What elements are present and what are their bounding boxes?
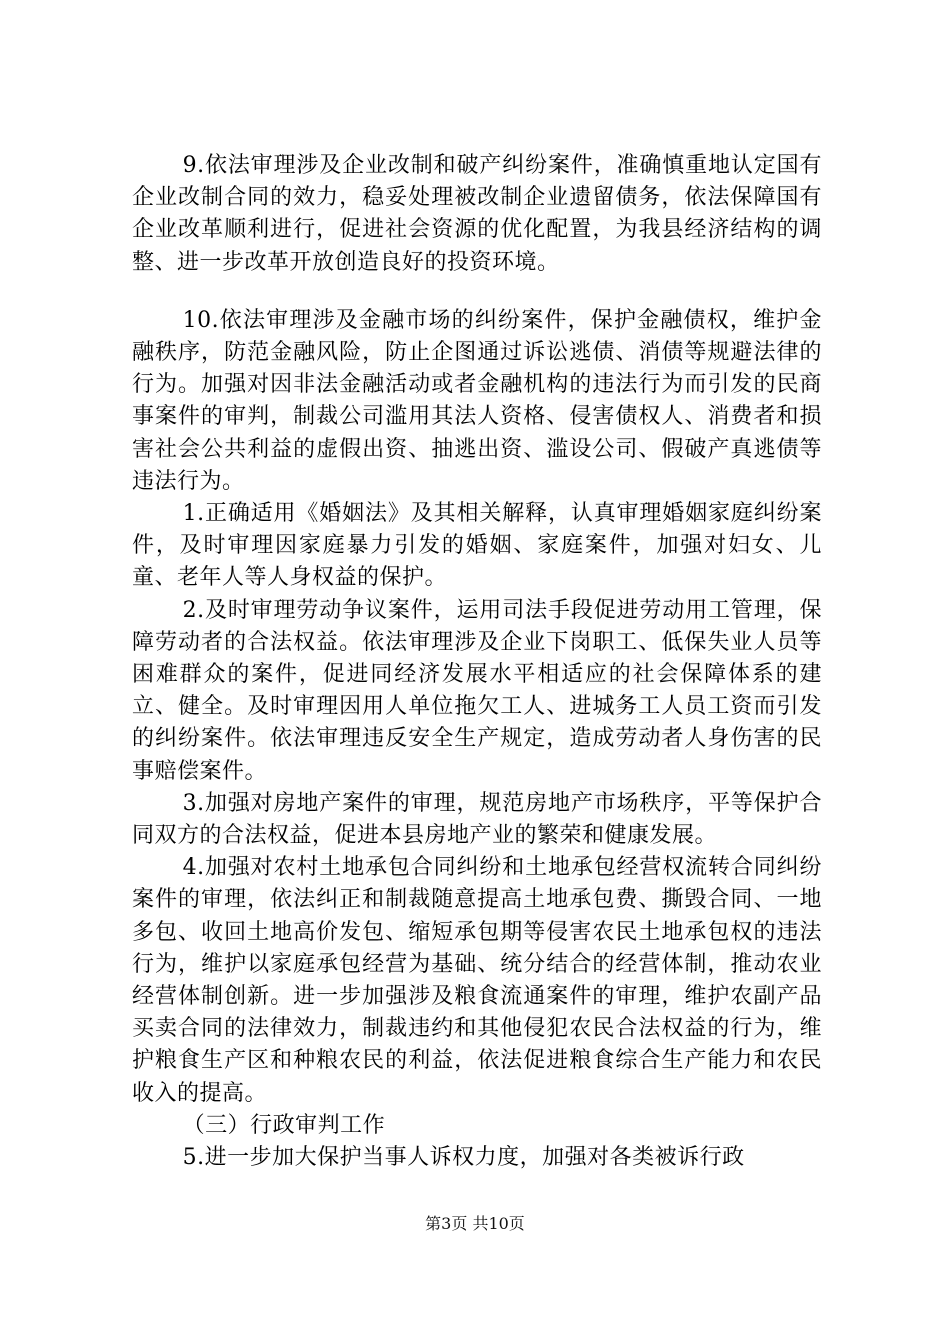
paragraph-2: 2.及时审理劳动争议案件，运用司法手段促进劳动用工管理，保障劳动者的合法权益。依法审理涉及企业下岗职工、低保失业人员等困难群众的案件，促进同经济发展水平相适应的社会保障体系的建立、健全。及时审理因用人单位拖欠工人、进城务工人员工资而引发的纠纷案件。依法审理违反安全生产规定，造成劳动者人身伤害的民事赔偿案件。 <box>132 597 822 784</box>
paragraph-4: 4.加强对农村土地承包合同纠纷和土地承包经营权流转合同纠纷案件的审理，依法纠正和制裁随意提高土地承包费、撕毁合同、一地多包、收回土地高价发包、缩短承包期等侵害农民土地承包权的违法行为，维护以家庭承包经营为基础、统分结合的经营体制，推动农业经营体制创新。进一步加强涉及粮食流通案件的审理，维护农副产品买卖合同的法律效力，制裁违约和其他侵犯农民合法权益的行为，维护粮食生产区和种粮农民的利益，依法促进粮食综合生产能力和农民收入的提高。 <box>132 855 822 1106</box>
paragraph-5: 5.进一步加大保护当事人诉权力度，加强对各类被诉行政 <box>182 1145 745 1171</box>
document-body <box>132 150 822 1174</box>
paragraph-1: 1.正确适用《婚姻法》及其相关解释，认真审理婚姻家庭纠纷案件，及时审理因家庭暴力引发的婚姻、家庭案件，加强对妇女、儿童、老年人等人身权益的保护。 <box>132 501 822 591</box>
paragraph-3: 3.加强对房地产案件的审理，规范房地产市场秩序，平等保护合同双方的合法权益，促进本县房地产业的繁荣和健康发展。 <box>132 790 822 849</box>
paragraph-9: 9.依法审理涉及企业改制和破产纠纷案件，准确慎重地认定国有企业改制合同的效力，稳妥处理被改制企业遗留债务，依法保障国有企业改革顺利进行，促进社会资源的优化配置，为我县经济结构的调整、进一步改革开放创造良好的投资环境。 <box>132 153 822 275</box>
paragraph-10: 10.依法审理涉及金融市场的纠纷案件，保护金融债权，维护金融秩序，防范金融风险，防止企图通过诉讼逃债、消债等规避法律的行为。加强对因非法金融活动或者金融机构的违法行为而引发的民商事案件的审判，制裁公司滥用其法人资格、侵害债权人、消费者和损害社会公共利益的虚假出资、抽逃出资、滥设公司、假破产真逃债等违法行为。 <box>132 307 822 494</box>
section-heading: （三）行政审判工作 <box>182 1112 386 1138</box>
page-number-footer: 第3页 共10页 <box>425 1214 525 1233</box>
